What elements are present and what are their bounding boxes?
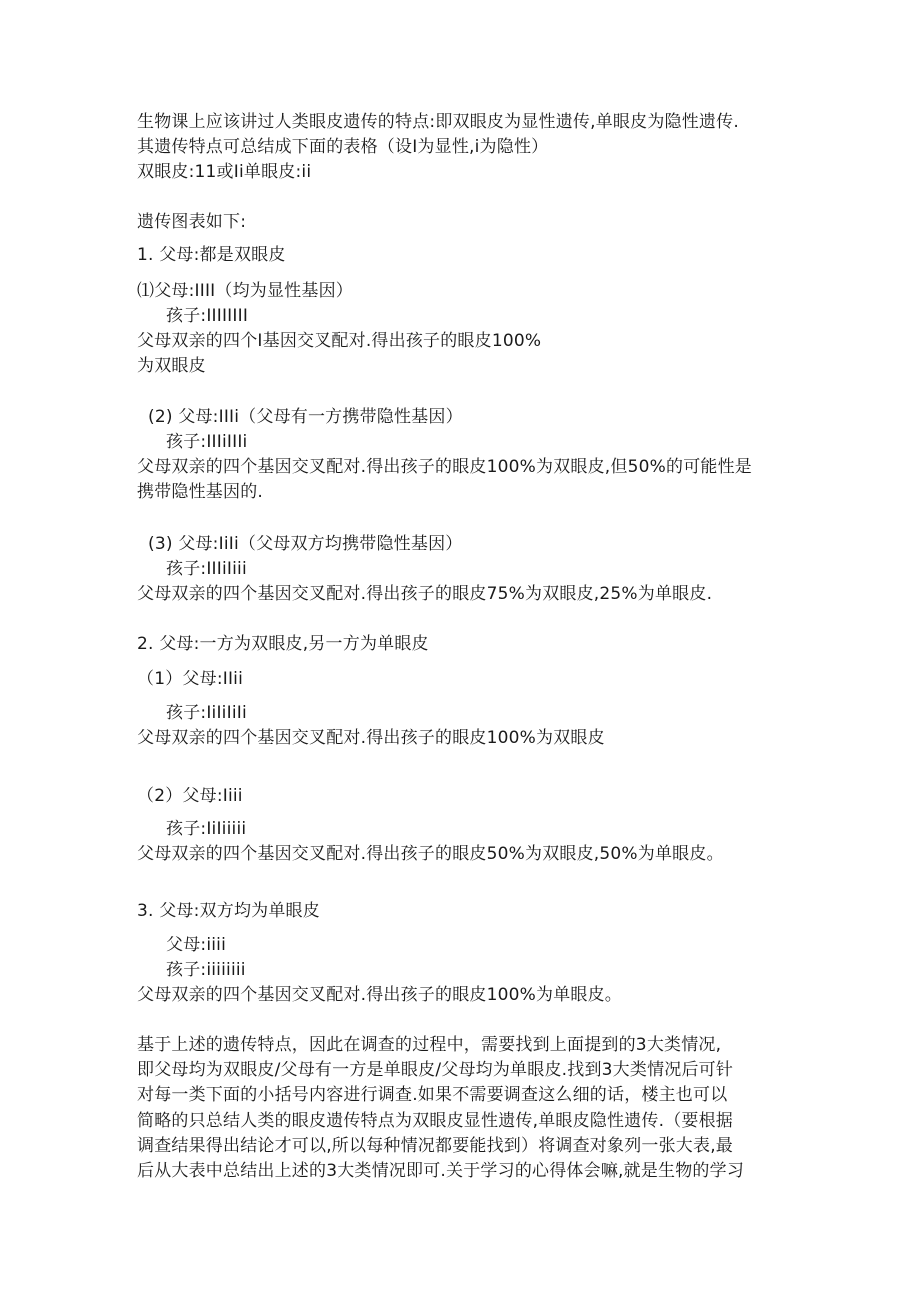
intro-line-2: 其遗传特点可总结成下面的表格（设I为显性,i为隐性） [137, 137, 549, 157]
intro-line-3: 双眼皮:11或Ii单眼皮:ii [137, 162, 312, 182]
s2-case2-result: 父母双亲的四个基因交叉配对.得出孩子的眼皮50%为双眼皮,50%为单眼皮。 [137, 844, 724, 864]
intro-line-1: 生物课上应该讲过人类眼皮遗传的特点:即双眼皮为显性遗传,单眼皮为隐性遗传. [137, 112, 739, 132]
s1-case3-result: 父母双亲的四个基因交叉配对.得出孩子的眼皮75%为双眼皮,25%为单眼皮. [137, 584, 713, 604]
s1-case1-result-2: 为双眼皮 [137, 356, 206, 376]
conclusion-line-3: 对每一类下面的小括号内容进行调查.如果不需要调查这么细的话，楼主也可以 [137, 1085, 728, 1105]
s1-case2-result-2: 携带隐性基因的. [137, 482, 264, 502]
section-3-title: 3. 父母:双方均为单眼皮 [137, 901, 320, 921]
conclusion-line-2: 即父母均为双眼皮/父母有一方是单眼皮/父母均为单眼皮.找到3大类情况后可针 [137, 1060, 734, 1080]
s1-case2-child: 孩子:IIIiIIIi [166, 432, 248, 452]
conclusion-line-1: 基于上述的遗传特点，因此在调查的过程中，需要找到上面提到的3大类情况, [137, 1035, 722, 1055]
conclusion-line-6: 后从大表中总结出上述的3大类情况即可.关于学习的心得体会嘛,就是生物的学习 [137, 1161, 745, 1181]
conclusion-line-4: 简略的只总结人类的眼皮遗传特点为双眼皮显性遗传,单眼皮隐性遗传.（要根据 [137, 1111, 734, 1131]
chart-heading: 遗传图表如下: [137, 212, 247, 232]
s1-case2-result-1: 父母双亲的四个基因交叉配对.得出孩子的眼皮100%为双眼皮,但50%的可能性是 [137, 457, 752, 477]
section-2-title: 2. 父母:一方为双眼皮,另一方为单眼皮 [137, 634, 429, 654]
s3-child: 孩子:iiiiiiii [166, 960, 246, 980]
s2-case1-child: 孩子:IiIiIiIi [166, 703, 247, 723]
s1-case1-result-1: 父母双亲的四个I基因交叉配对.得出孩子的眼皮100% [137, 331, 542, 351]
s2-case1-result: 父母双亲的四个基因交叉配对.得出孩子的眼皮100%为双眼皮 [137, 728, 605, 748]
s1-case2-parents: (2) 父母:IIIi（父母有一方携带隐性基因） [148, 407, 463, 427]
s1-case1-parents: ⑴父母:IIII（均为显性基因） [137, 281, 353, 301]
conclusion-line-5: 调查结果得出结论才可以,所以每种情况都要能找到）将调查对象列一张大表,最 [137, 1136, 734, 1156]
section-1-title: 1. 父母:都是双眼皮 [137, 245, 286, 265]
s2-case1-parents: （1）父母:IIii [137, 669, 244, 689]
s3-result: 父母双亲的四个基因交叉配对.得出孩子的眼皮100%为单眼皮。 [137, 985, 623, 1005]
s3-parents: 父母:iiii [166, 935, 227, 955]
s1-case1-child: 孩子:IIIIIIII [166, 306, 249, 326]
s1-case3-parents: (3) 父母:IiIi（父母双方均携带隐性基因） [148, 534, 463, 554]
s2-case2-parents: （2）父母:Iiii [137, 786, 243, 806]
s2-case2-child: 孩子:IiIiiiii [166, 819, 247, 839]
s1-case3-child: 孩子:IIIiIiii [166, 559, 247, 579]
